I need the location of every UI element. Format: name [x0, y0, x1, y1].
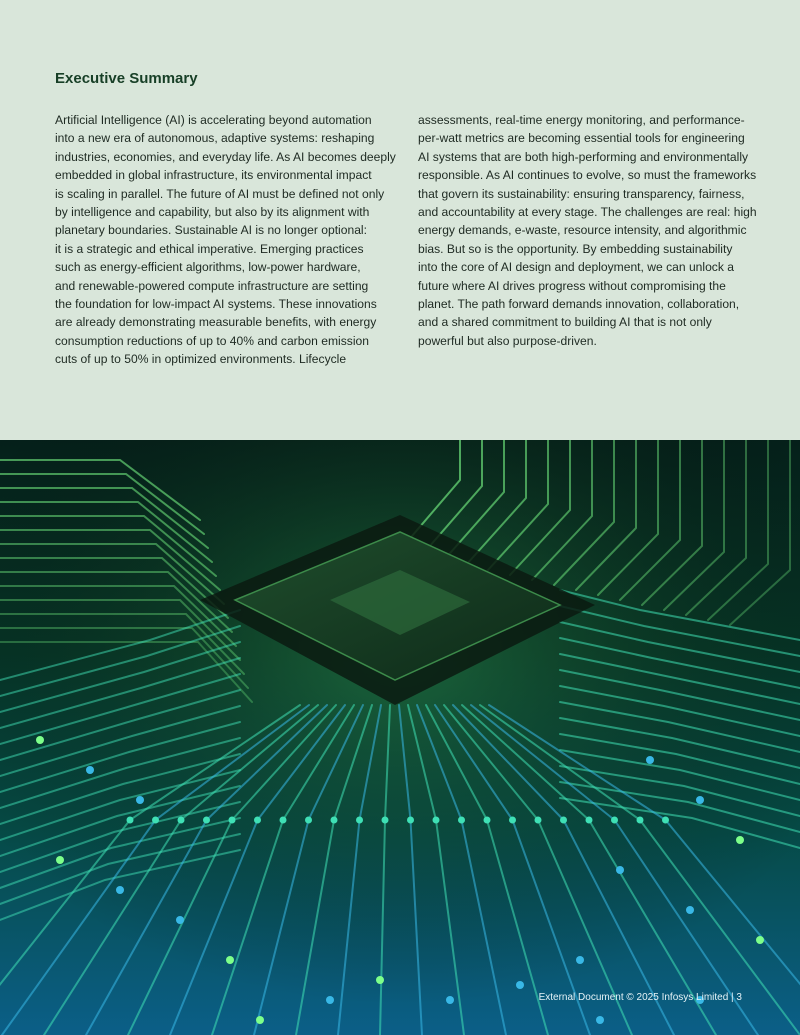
circuit-pad: [560, 817, 567, 824]
circuit-board-image: [0, 440, 800, 1035]
circuit-pad: [616, 866, 624, 874]
circuit-pad: [516, 981, 524, 989]
circuit-pad: [326, 996, 334, 1004]
circuit-pad: [376, 976, 384, 984]
circuit-pad: [509, 817, 516, 824]
circuit-pad: [256, 1016, 264, 1024]
circuit-pad: [254, 817, 261, 824]
body-text-line: Artificial Intelligence (AI) is accelerating beyond automation: [55, 113, 372, 127]
body-text-line: per-watt metrics are becoming essential tools for engineering: [418, 131, 745, 146]
circuit-pad: [535, 817, 542, 824]
body-text-line: responsible. As AI continues to evolve, so must the frameworks: [418, 168, 757, 183]
circuit-pad: [136, 796, 144, 804]
circuit-pad: [433, 817, 440, 824]
body-text-line: and renewable-powered compute infrastructure are setting: [55, 278, 369, 293]
circuit-pad: [458, 817, 465, 824]
circuit-pad: [86, 766, 94, 774]
circuit-pad: [696, 796, 704, 804]
circuit-pad: [229, 817, 236, 824]
summary-section: [0, 0, 800, 440]
body-text-line: is scaling in parallel. The future of AI must be defined not only: [55, 186, 385, 201]
circuit-pad: [152, 817, 159, 824]
body-text-line: assessments, real-time energy monitoring, and performance-: [418, 113, 745, 127]
circuit-pad: [36, 736, 44, 744]
circuit-pad: [576, 956, 584, 964]
body-text-line: are already demonstrating measurable benefits, with energy: [55, 315, 377, 330]
circuit-pad: [56, 856, 64, 864]
body-text-line: future where AI drives progress without compromising the: [418, 278, 726, 293]
summary-column-left: [55, 111, 396, 369]
body-text-line: planet. The path forward demands innovation, collaboration,: [418, 297, 740, 312]
circuit-pad: [116, 886, 124, 894]
circuit-pad: [226, 956, 234, 964]
circuit-pad: [586, 817, 593, 824]
page-footer: External Document © 2025 Infosys Limited | 3: [538, 992, 742, 1003]
circuit-pad: [446, 996, 454, 1004]
circuit-pad: [686, 906, 694, 914]
body-text-line: by intelligence and capability, but also by its alignment with: [55, 205, 370, 220]
body-text-line: powerful but also purpose-driven.: [418, 333, 597, 348]
body-text-line: that govern its sustainability: ensuring transparency, fairness,: [418, 186, 745, 201]
body-text-line: into a new era of autonomous, adaptive systems: reshaping: [55, 131, 375, 146]
circuit-pad: [178, 817, 185, 824]
body-text-line: such as energy-efficient algorithms, low-power hardware,: [55, 260, 361, 275]
circuit-pad: [662, 817, 669, 824]
body-text-line: it is a strategic and ethical imperative. Emerging practices: [55, 241, 364, 256]
body-text-line: into the core of AI design and deployment, we can unlock a: [418, 260, 734, 275]
circuit-pad: [331, 817, 338, 824]
page-title: Executive Summary: [55, 70, 198, 87]
circuit-pad: [382, 817, 389, 824]
circuit-pad: [611, 817, 618, 824]
circuit-pad: [646, 756, 654, 764]
body-text-line: cuts of up to 50% in optimized environments. Lifecycle: [55, 352, 347, 367]
circuit-pad: [484, 817, 491, 824]
circuit-pad: [356, 817, 363, 824]
body-text-line: industries, economies, and everyday life. As AI becomes deeply: [55, 149, 396, 164]
body-text-line: consumption reductions of up to 40% and carbon emission: [55, 333, 369, 348]
body-text-line: energy demands, e-waste, resource intensity, and algorithmic: [418, 223, 747, 238]
circuit-pad: [203, 817, 210, 824]
body-text-line: and accountability at every stage. The challenges are real: high: [418, 205, 757, 220]
body-text-line: the foundation for low-impact AI systems. These innovations: [55, 297, 377, 312]
circuit-pad: [280, 817, 287, 824]
circuit-pad: [305, 817, 312, 824]
circuit-pad: [756, 936, 764, 944]
circuit-pad: [127, 817, 134, 824]
body-text-line: bias. But so is the opportunity. By embedding sustainability: [418, 241, 733, 256]
circuit-pad: [176, 916, 184, 924]
body-text-line: AI systems that are both high-performing and environmentally: [418, 149, 749, 164]
body-text-line: embedded in global infrastructure, its environmental impact: [55, 168, 372, 183]
circuit-pad: [736, 836, 744, 844]
circuit-pad: [637, 817, 644, 824]
circuit-pad: [596, 1016, 604, 1024]
body-text-line: planetary boundaries. Sustainable AI is no longer optional:: [55, 223, 367, 238]
summary-column-right: [418, 111, 757, 350]
body-text-line: and a shared commitment to building AI that is not only: [418, 315, 712, 330]
circuit-pad: [407, 817, 414, 824]
